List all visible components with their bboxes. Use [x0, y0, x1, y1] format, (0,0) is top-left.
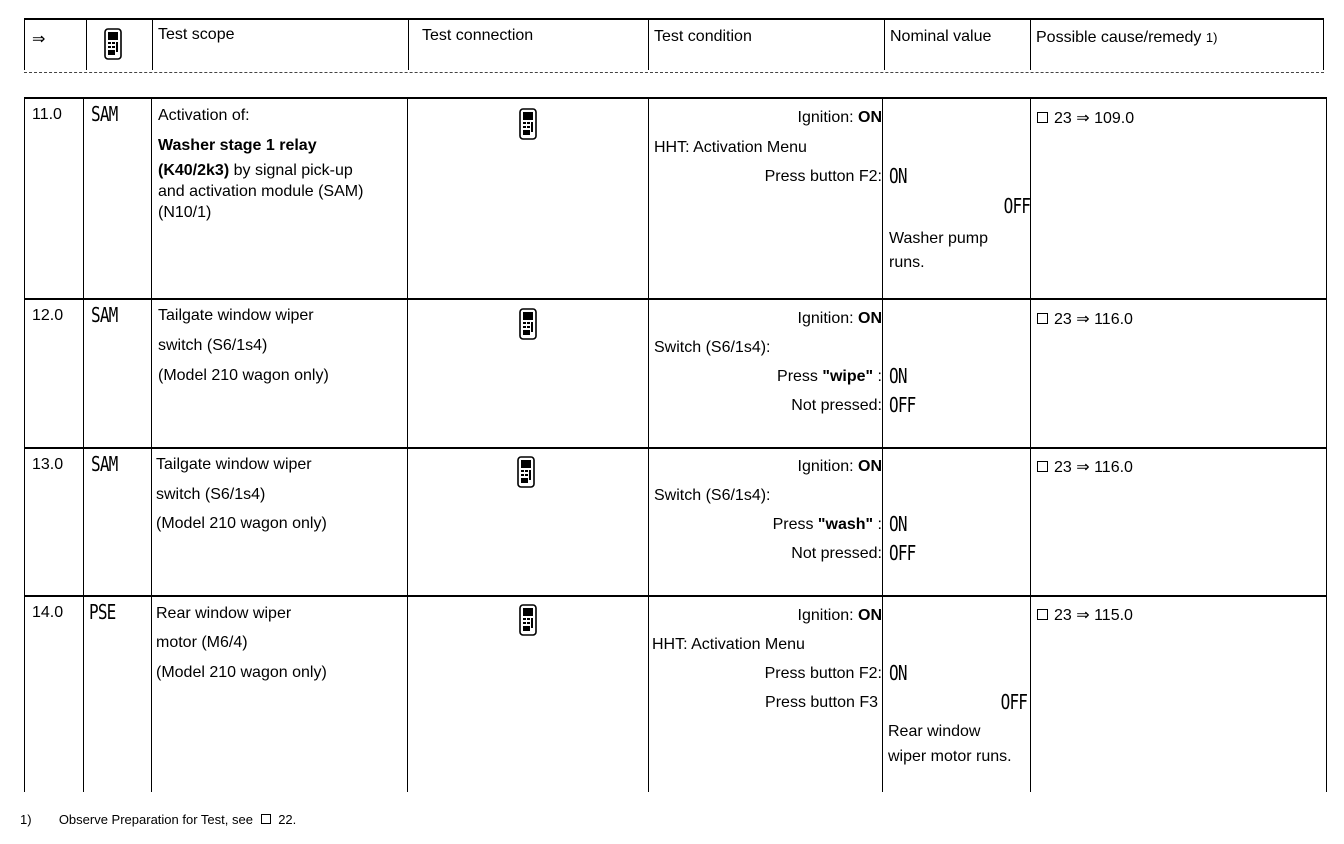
scope-line: switch (S6/1s4): [158, 337, 268, 354]
scope-line: (Model 210 wagon only): [156, 664, 327, 681]
footnote-text: Observe Preparation for Test, see: [58, 812, 253, 827]
footnote: [20, 811, 296, 829]
module-code: SAM: [91, 303, 118, 327]
scope-line: [158, 162, 353, 180]
remedy-text: 23 ⇒ 116.0: [1054, 459, 1133, 476]
scope-line: (Model 210 wagon only): [158, 367, 329, 384]
condition-line: Press button F3: [765, 694, 878, 711]
row-number: 13.0: [32, 456, 64, 473]
header-arrow: ⇒: [32, 31, 46, 48]
condition-line: Switch (S6/1s4):: [654, 339, 771, 356]
condition-label: Ignition:: [797, 109, 858, 126]
hand-held-tester-icon: [518, 308, 538, 345]
nominal-text: runs.: [889, 254, 925, 271]
header-possible-cause-label: Possible cause/remedy: [1036, 29, 1202, 46]
hand-held-tester-icon: [516, 456, 536, 493]
scope-line: and activation module (SAM): [158, 183, 364, 200]
nominal-on: ON: [889, 661, 907, 685]
footnote-ref: 22.: [278, 812, 297, 827]
nominal-off: OFF: [1000, 690, 1027, 714]
condition-colon: :: [873, 368, 882, 385]
header-nominal-value: Nominal value: [890, 28, 992, 45]
scope-line: (N10/1): [158, 204, 212, 221]
scope-line: motor (M6/4): [156, 634, 248, 651]
condition-value: ON: [858, 310, 882, 327]
nominal-on: ON: [889, 164, 907, 188]
condition-value: ON: [858, 607, 882, 624]
header-possible-cause: [1036, 29, 1217, 47]
scope-line: Tailgate window wiper: [158, 307, 314, 324]
row-number: 14.0: [32, 604, 64, 621]
condition-line: [798, 109, 882, 127]
remedy-text: 23 ⇒ 116.0: [1054, 311, 1133, 328]
condition-label: Ignition:: [797, 458, 858, 475]
scope-line: Activation of:: [158, 107, 250, 124]
remedy-link[interactable]: [1037, 110, 1134, 128]
scope-line-text: by signal pick-up: [229, 162, 353, 179]
condition-line: Press button F2:: [764, 665, 882, 682]
condition-line: Not pressed:: [791, 545, 882, 562]
scope-line: (Model 210 wagon only): [156, 515, 327, 532]
header-footnote-mark: 1): [1205, 30, 1218, 45]
condition-value: ON: [858, 109, 882, 126]
condition-label: Ignition:: [797, 607, 858, 624]
nominal-text: wiper motor runs.: [888, 748, 1012, 765]
book-ref-icon: [1037, 313, 1048, 324]
condition-line: [798, 607, 882, 625]
book-ref-icon: [1037, 609, 1048, 620]
header-test-condition: Test condition: [654, 28, 752, 45]
module-code: SAM: [91, 102, 118, 126]
condition-line: [798, 458, 882, 476]
scope-line: Tailgate window wiper: [156, 456, 312, 473]
nominal-text: Rear window: [888, 723, 981, 740]
condition-line: Press button F2:: [764, 168, 882, 185]
scope-line-bold: Washer stage 1 relay: [158, 137, 317, 154]
condition-label: Ignition:: [797, 310, 858, 327]
footnote-mark: 1): [20, 812, 32, 827]
condition-line: [798, 310, 882, 328]
header-test-connection: Test connection: [422, 27, 534, 44]
condition-label: Press: [777, 368, 823, 385]
condition-line: [777, 368, 882, 386]
row-number: 12.0: [32, 307, 64, 324]
hand-held-tester-icon: [518, 604, 538, 641]
condition-line: HHT: Activation Menu: [652, 636, 805, 653]
scope-line: Rear window wiper: [156, 605, 292, 622]
module-code: SAM: [91, 452, 118, 476]
condition-line: [773, 516, 882, 534]
condition-colon: :: [873, 516, 882, 533]
header-test-scope: Test scope: [158, 26, 235, 43]
nominal-off: OFF: [889, 393, 916, 417]
nominal-on: ON: [889, 364, 907, 388]
nominal-text: Washer pump: [889, 230, 988, 247]
condition-line: Not pressed:: [791, 397, 882, 414]
condition-line: HHT: Activation Menu: [654, 139, 807, 156]
condition-label: Press: [772, 516, 818, 533]
book-ref-icon: [1037, 112, 1048, 123]
remedy-text: 23 ⇒ 115.0: [1054, 607, 1133, 624]
module-code: PSE: [89, 600, 116, 624]
row-number: 11.0: [32, 106, 62, 123]
nominal-off: OFF: [889, 541, 916, 565]
nominal-on: ON: [889, 512, 907, 536]
remedy-text: 23 ⇒ 109.0: [1054, 110, 1135, 127]
book-ref-icon: [1037, 461, 1048, 472]
hand-held-tester-icon: [518, 108, 538, 145]
remedy-link[interactable]: [1037, 459, 1133, 477]
scope-component-id: (K40/2k3): [158, 162, 230, 179]
book-ref-icon: [261, 814, 271, 824]
nominal-off: OFF: [1003, 194, 1030, 218]
condition-value: "wash": [817, 516, 874, 533]
remedy-link[interactable]: [1037, 607, 1133, 625]
condition-value: "wipe": [822, 368, 874, 385]
scope-line: switch (S6/1s4): [156, 486, 266, 503]
remedy-link[interactable]: [1037, 311, 1133, 329]
hand-held-tester-icon: [103, 28, 123, 65]
condition-line: Switch (S6/1s4):: [654, 487, 771, 504]
condition-value: ON: [858, 458, 882, 475]
